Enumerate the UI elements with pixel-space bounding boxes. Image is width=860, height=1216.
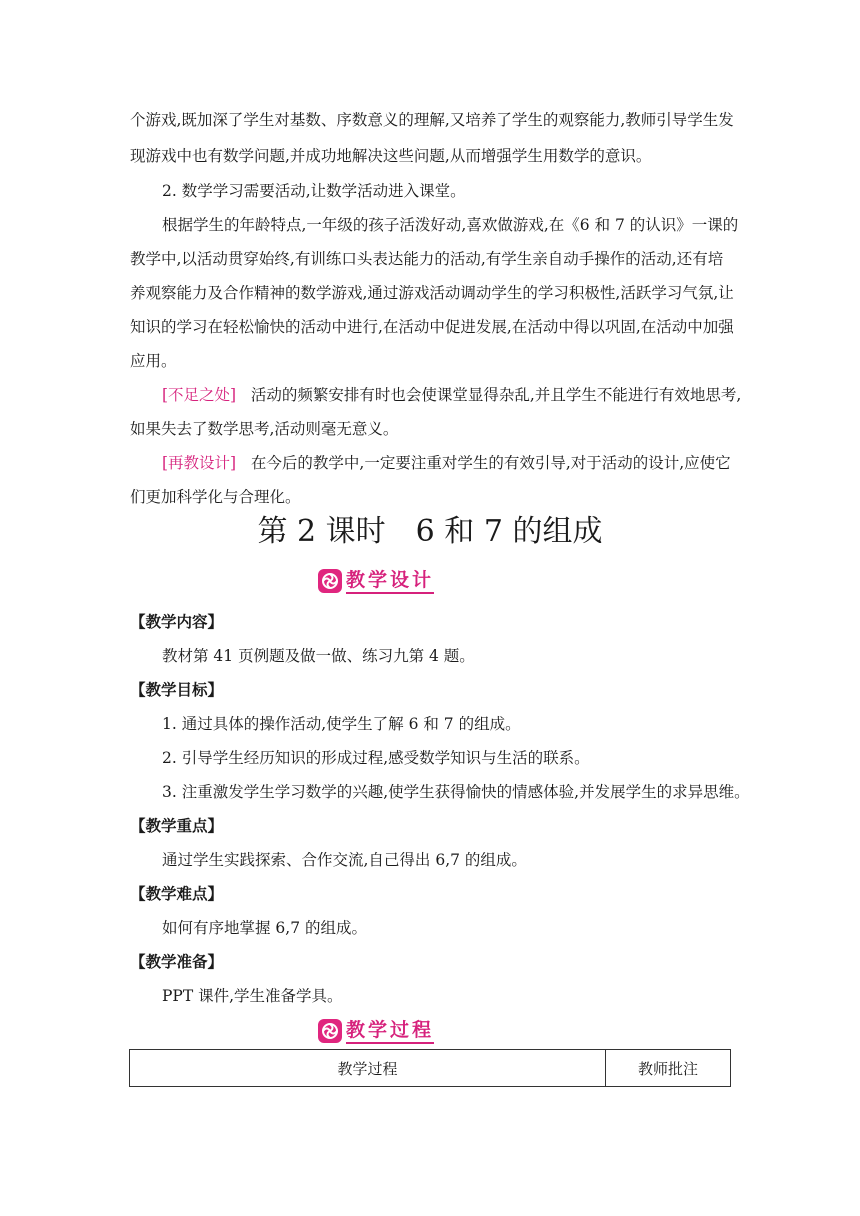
paragraph-line: 现游戏中也有数学问题,并成功地解决这些问题,从而增强学生用数学的意识。 — [130, 147, 652, 165]
paragraph-line: 应用。 — [130, 352, 177, 370]
redesign-text: 在今后的教学中,一定要注重对学生的有效引导,对于活动的设计,应使它 — [250, 454, 731, 472]
shortcoming-line — [162, 385, 741, 405]
paragraph-line: 根据学生的年龄特点,一年级的孩子活泼好动,喜欢做游戏,在《6 和 7 的认识》一课的 — [162, 216, 739, 234]
difficulty-heading: 【教学难点】 — [130, 884, 224, 903]
flower-logo-icon — [318, 1019, 342, 1043]
paragraph-line: 们更加科学化与合理化。 — [130, 488, 301, 506]
shortcoming-text: 活动的频繁安排有时也会使课堂显得杂乱,并且学生不能进行有效地思考, — [250, 386, 742, 404]
shortcoming-tag: [不足之处] — [162, 386, 237, 404]
paragraph-line: 养观察能力及合作精神的数学游戏,通过游戏活动调动学生的学习积极性,活跃学习气氛,让 — [130, 284, 734, 302]
banner-design-label: 教学设计 — [346, 568, 434, 594]
flower-logo-icon — [318, 569, 342, 593]
difficulty-text: 如何有序地掌握 6,7 的组成。 — [162, 919, 368, 937]
lesson-title: 第 2 课时 6 和 7 的组成 — [257, 514, 603, 549]
goal-item: 3. 注重激发学生学习数学的兴趣,使学生获得愉快的情感体验,并发展学生的求异思维。 — [162, 783, 750, 801]
redesign-line — [162, 453, 731, 473]
key-heading: 【教学重点】 — [130, 816, 224, 835]
goal-heading: 【教学目标】 — [130, 680, 224, 699]
banner-design — [318, 566, 434, 596]
content-heading: 【教学内容】 — [130, 612, 224, 631]
content-text: 教材第 41 页例题及做一做、练习九第 4 题。 — [162, 647, 475, 665]
process-table — [129, 1049, 731, 1087]
banner-process-label: 教学过程 — [346, 1018, 434, 1044]
table-header-notes: 教师批注 — [606, 1050, 731, 1087]
paragraph-line: 知识的学习在轻松愉快的活动中进行,在活动中促进发展,在活动中得以巩固,在活动中加强 — [130, 318, 734, 336]
paragraph-line: 如果失去了数学思考,活动则毫无意义。 — [130, 420, 399, 438]
table-header-row — [130, 1050, 731, 1087]
goal-item: 2. 引导学生经历知识的形成过程,感受数学知识与生活的联系。 — [162, 749, 590, 767]
redesign-tag: [再教设计] — [162, 454, 237, 472]
key-text: 通过学生实践探索、合作交流,自己得出 6,7 的组成。 — [162, 851, 527, 869]
table-header-process: 教学过程 — [130, 1050, 606, 1087]
banner-process — [318, 1016, 434, 1046]
paragraph-line: 个游戏,既加深了学生对基数、序数意义的理解,又培养了学生的观察能力,教师引导学生发 — [130, 111, 734, 129]
paragraph-line: 2. 数学学习需要活动,让数学活动进入课堂。 — [162, 182, 466, 200]
prep-text: PPT 课件,学生准备学具。 — [162, 987, 343, 1005]
paragraph-line: 教学中,以活动贯穿始终,有训练口头表达能力的活动,有学生亲自动手操作的活动,还有培 — [130, 250, 724, 268]
goal-item: 1. 通过具体的操作活动,使学生了解 6 和 7 的组成。 — [162, 715, 521, 733]
prep-heading: 【教学准备】 — [130, 952, 224, 971]
